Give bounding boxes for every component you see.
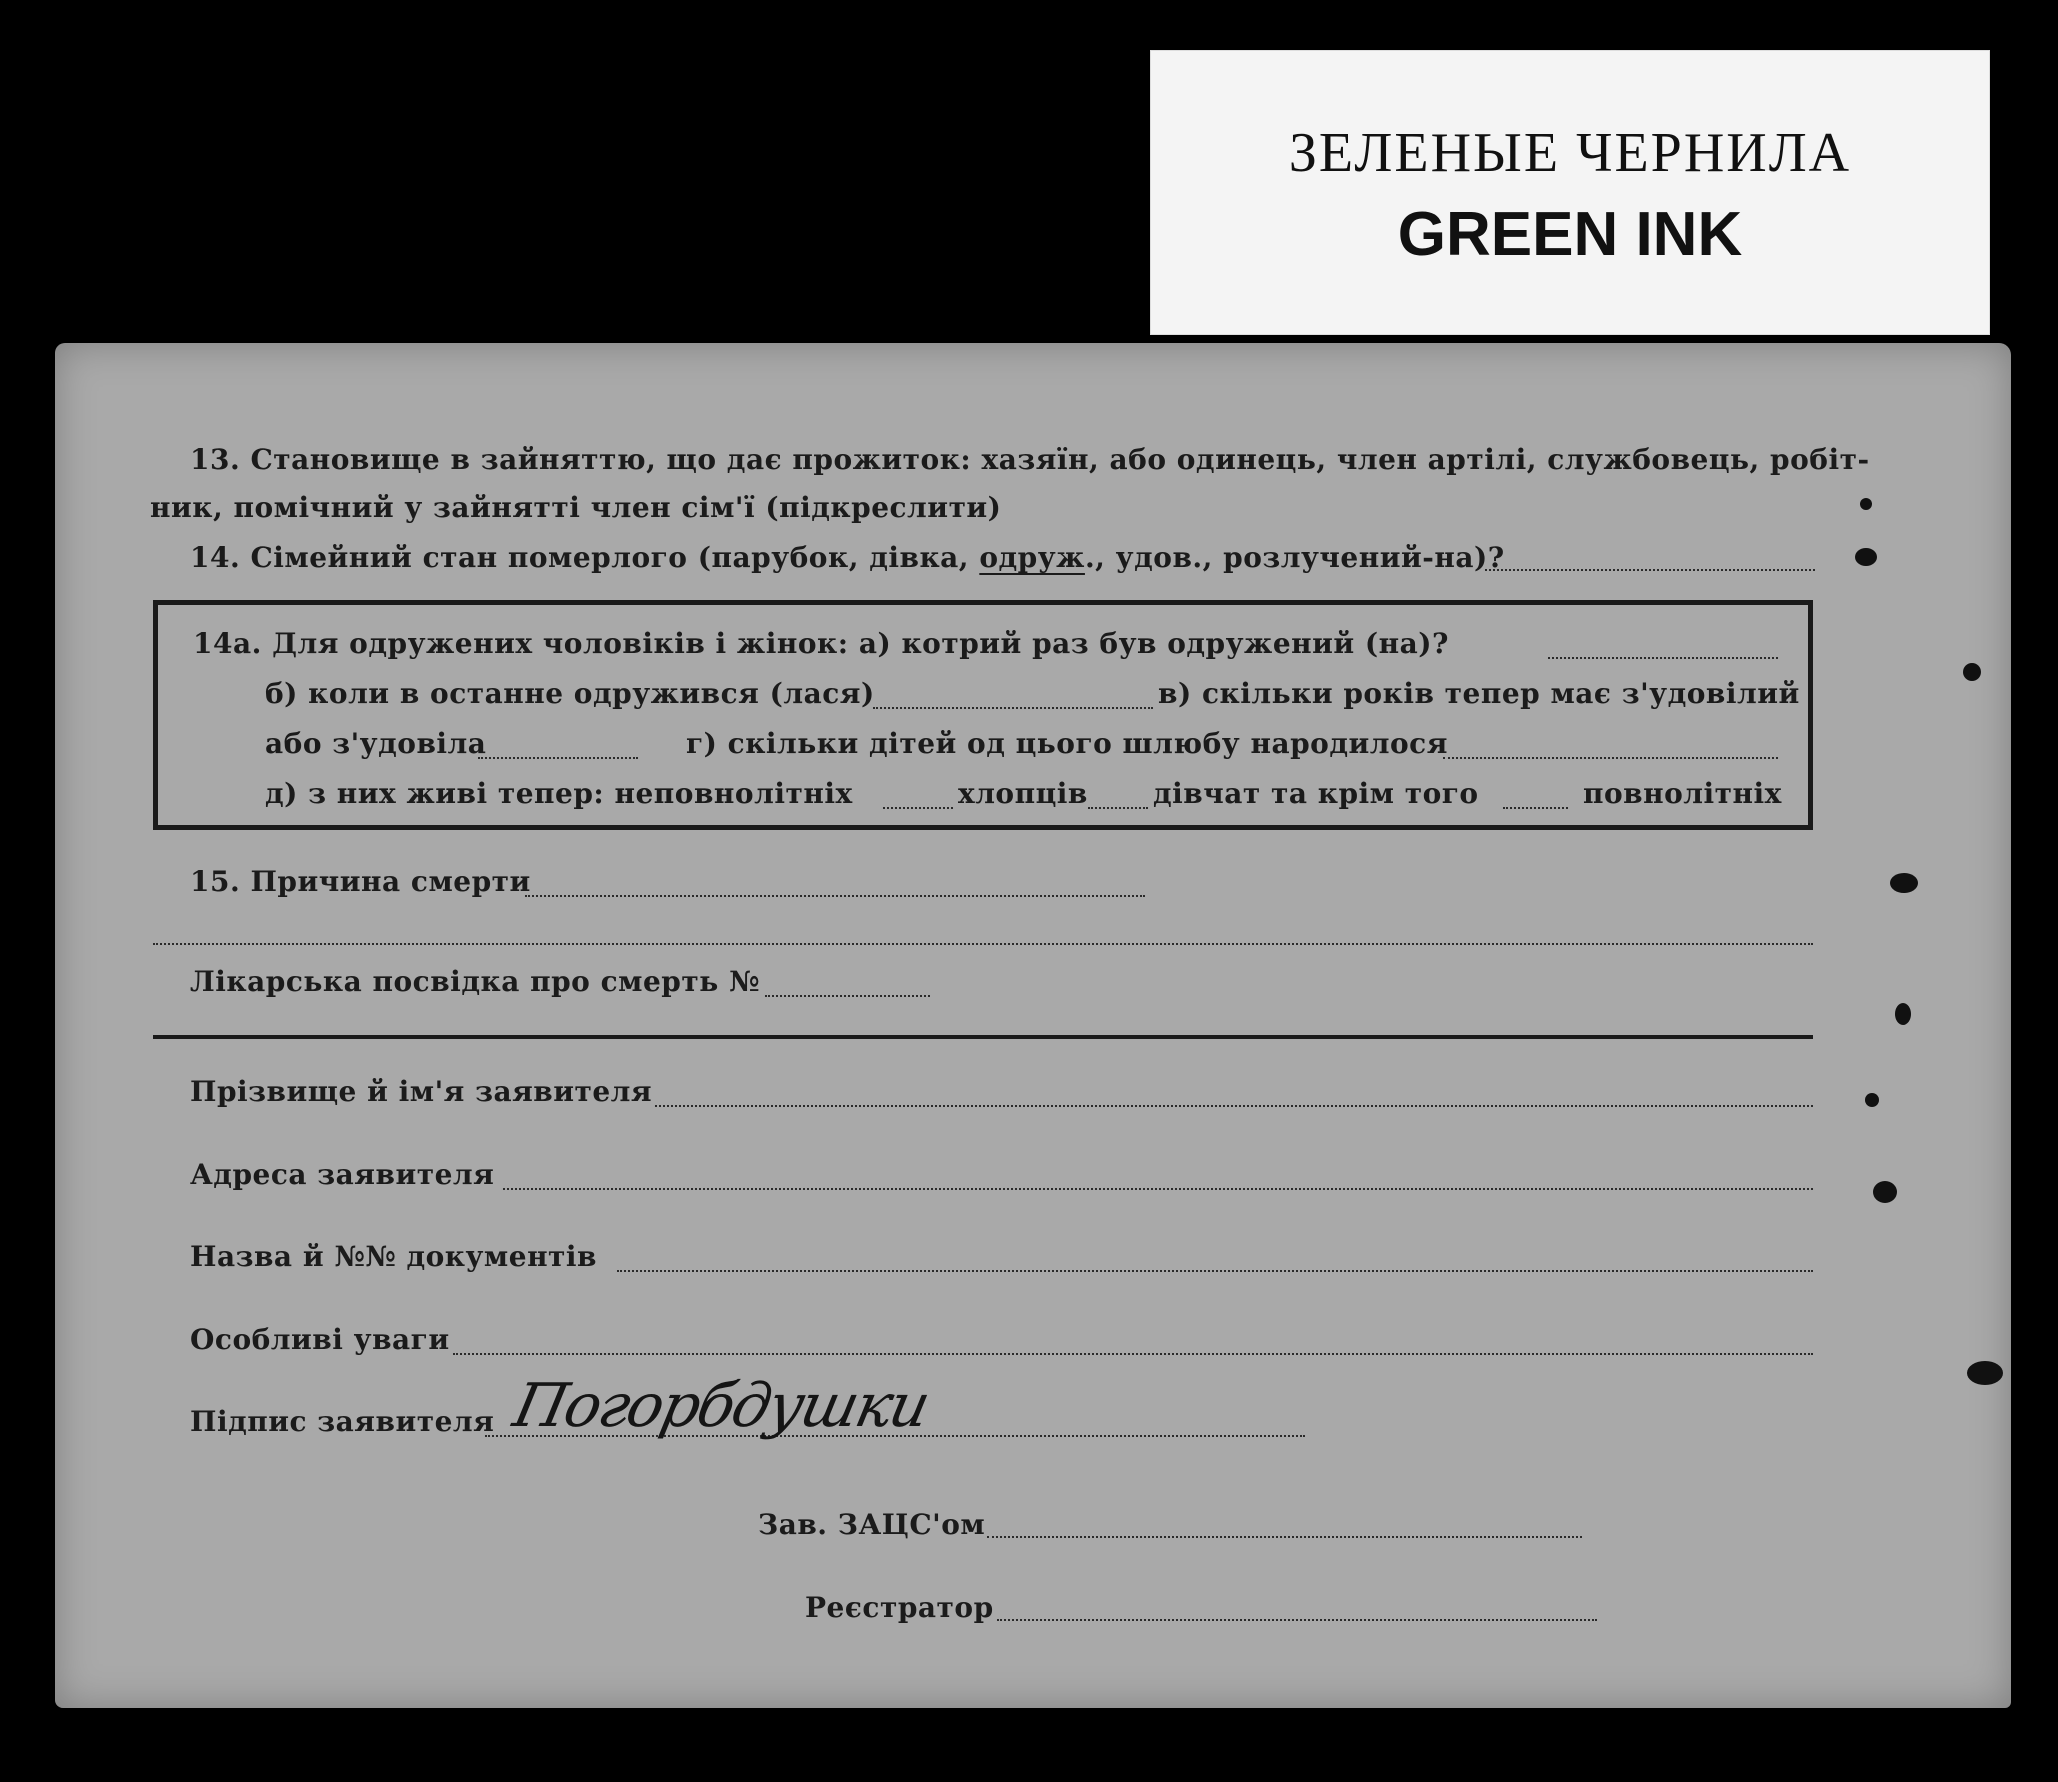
question-13-line2: ник, помічний у зайнятті член сім'ї (підкреслити) bbox=[150, 491, 1002, 524]
question-14a-box bbox=[153, 600, 1813, 830]
notes-line bbox=[453, 1353, 1813, 1355]
q14a-b-answer-line bbox=[873, 707, 1153, 709]
signature-label: Підпис заявителя bbox=[190, 1405, 495, 1438]
question-14a-v: в) скільки років тепер має з'удовілий bbox=[1158, 677, 1800, 710]
ink-speck bbox=[1860, 498, 1872, 510]
medical-certificate-label: Лікарська посвідка про смерть № bbox=[190, 965, 760, 998]
question-14a-g: г) скільки дітей од цього шлюбу народилося bbox=[686, 727, 1448, 760]
question-14a-b: б) коли в останне одружився (лася) bbox=[265, 677, 875, 710]
documents-line bbox=[617, 1270, 1813, 1272]
applicant-name-label: Прізвище й ім'я заявителя bbox=[190, 1075, 653, 1108]
question-15-answer-line-2 bbox=[153, 943, 1813, 945]
ink-label-russian: ЗЕЛЕНЫЕ ЧЕРНИЛА bbox=[1288, 122, 1852, 184]
question-14-answer-line bbox=[1485, 569, 1815, 571]
question-14a-girls: дівчат та крім того bbox=[1153, 777, 1479, 810]
q14a-d-answer-line bbox=[883, 807, 953, 809]
death-record-form bbox=[55, 343, 2011, 1708]
ink-speck bbox=[1855, 548, 1877, 566]
question-14a-boys: хлопців bbox=[958, 777, 1088, 810]
q14a-boys-answer-line bbox=[1088, 807, 1148, 809]
question-13-line1: 13. Становище в зайняттю, що дає прожиток: хазяїн, або одинець, член артілі, службовець, робіт- bbox=[190, 443, 1870, 476]
section-divider bbox=[153, 1035, 1813, 1039]
ink-speck bbox=[1865, 1093, 1879, 1107]
ink-label-english: GREEN INK bbox=[1397, 200, 1743, 269]
applicant-name-line bbox=[655, 1105, 1813, 1107]
applicant-address-label: Адреса заявителя bbox=[190, 1158, 495, 1191]
question-15: 15. Причина смерти bbox=[190, 865, 531, 898]
ink-speck bbox=[1890, 873, 1918, 893]
question-14a-abo: або з'удовіла bbox=[265, 727, 487, 760]
registrar-label: Реєстратор bbox=[805, 1591, 994, 1624]
medical-certificate-number-line bbox=[765, 995, 930, 997]
registrar-line bbox=[997, 1619, 1597, 1621]
question-15-answer-line bbox=[525, 895, 1145, 897]
q14a-g-answer-line bbox=[1443, 757, 1778, 759]
question-14-prefix: 14. Сімейний стан померлого (парубок, дівка, bbox=[190, 541, 980, 574]
question-14-suffix: ., удов., розлучений-на)? bbox=[1084, 541, 1505, 574]
applicant-address-line bbox=[503, 1188, 1813, 1190]
applicant-signature: Погорбдушки bbox=[507, 1371, 935, 1441]
q14a-abo-answer-line bbox=[478, 757, 638, 759]
question-14-married-underlined: одруж bbox=[979, 541, 1085, 574]
ink-speck bbox=[1967, 1361, 2003, 1385]
question-14a-adults: повнолітніх bbox=[1583, 777, 1782, 810]
question-14a-d: д) з них живі тепер: неповнолітніх bbox=[265, 777, 853, 810]
ink-speck bbox=[1895, 1003, 1911, 1025]
q14a-a-answer-line bbox=[1548, 657, 1778, 659]
question-14 bbox=[190, 541, 1505, 574]
ink-speck bbox=[1873, 1181, 1897, 1203]
notes-label: Особливі уваги bbox=[190, 1323, 450, 1356]
head-zags-label: Зав. ЗАЦС'ом bbox=[758, 1508, 986, 1541]
q14a-girls-answer-line bbox=[1503, 807, 1568, 809]
ink-color-label bbox=[1150, 50, 1990, 335]
question-14a-line1: 14а. Для одружених чоловіків і жінок: а) котрий раз був одружений (на)? bbox=[193, 627, 1449, 660]
documents-label: Назва й №№ документів bbox=[190, 1240, 597, 1273]
ink-speck bbox=[1963, 663, 1981, 681]
head-zags-line bbox=[987, 1536, 1582, 1538]
